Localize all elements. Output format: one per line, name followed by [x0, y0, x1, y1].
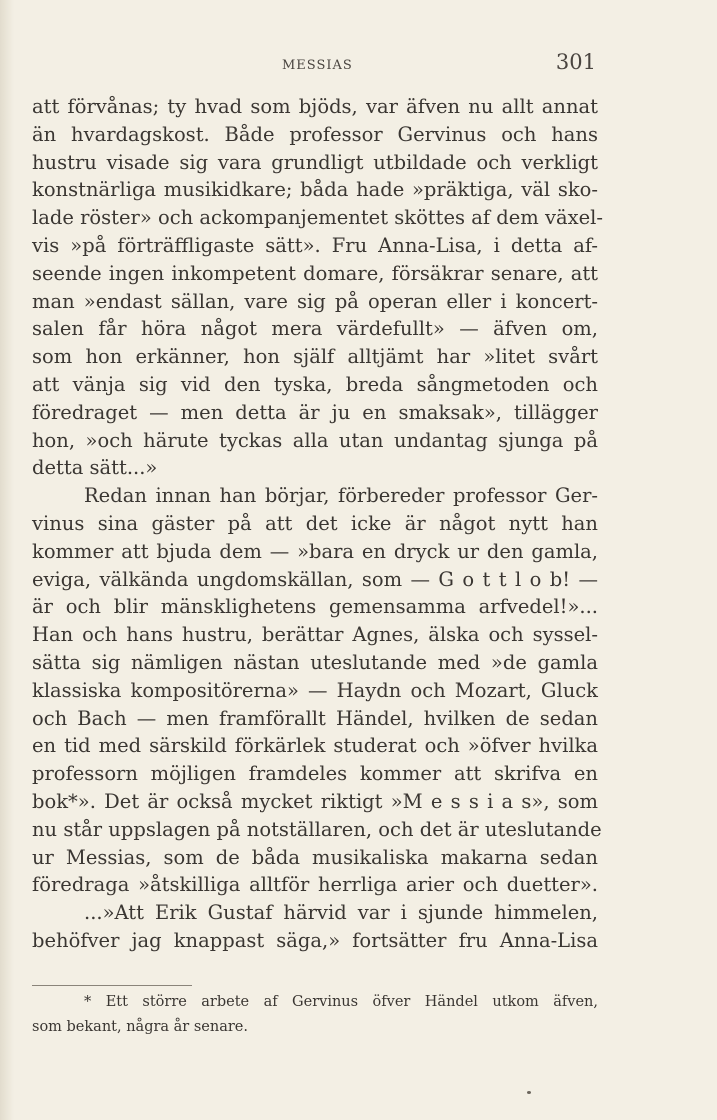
text-line: att vänja sig vid den tyska, breda sångmetoden och: [32, 372, 598, 396]
text-line: ur Messias, som de båda musikaliska makarna sedan: [32, 845, 598, 869]
text-line: föredraget — men detta är ju en smaksak», tillägger: [32, 400, 598, 424]
text-line: eviga, välkända ungdomskällan, som — G o t t l o b! —: [32, 567, 598, 591]
text-line: kommer att bjuda dem — »bara en dryck ur den gamla,: [32, 539, 598, 563]
text-line: att förvånas; ty hvad som bjöds, var äfven nu allt annat: [32, 95, 598, 118]
text-line: hon, »och härute tyckas alla utan undantag sjunga på: [32, 428, 598, 452]
running-title: MESSIAS: [282, 58, 353, 73]
page-number: 301: [555, 50, 596, 74]
page-edge: [0, 0, 14, 1120]
footnote-line: * Ett större arbete af Gervinus öfver Händel utkom äfven,: [84, 994, 598, 1010]
text-line: detta sätt...»: [32, 456, 158, 480]
text-line: sätta sig nämligen nästan uteslutande med »de gamla: [32, 650, 598, 674]
text-line: hustru visade sig vara grundligt utbildade och verkligt: [32, 150, 598, 174]
text-line: nu står uppslagen på notställaren, och det är uteslutande: [32, 817, 602, 841]
text-line: seende ingen inkompetent domare, försäkrar senare, att: [32, 261, 598, 285]
text-line: behöfver jag knappast säga,» fortsätter fru Anna-Lisa: [32, 928, 598, 952]
text-line: bok*». Det är också mycket riktigt »M e s s i a s», som: [32, 789, 598, 813]
text-line: än hvardagskost. Både professor Gervinus och hans: [32, 122, 598, 146]
body-text: [32, 93, 603, 955]
text-line: är och blir mänsklighetens gemensamma arfvedel!»...: [32, 595, 598, 619]
running-head: [0, 50, 717, 80]
text-line: klassiska kompositörerna» — Haydn och Mozart, Gluck: [32, 678, 598, 702]
footnote: [32, 990, 598, 1040]
text-line: Redan innan han börjar, förbereder professor Ger-: [84, 484, 598, 508]
text-line: salen får höra något mera värdefullt» — äfven om,: [32, 317, 598, 341]
text-line: Han och hans hustru, berättar Agnes, älska och syssel-: [32, 623, 598, 647]
text-line: konstnärliga musikidkare; båda hade »präktiga, väl sko-: [32, 178, 598, 202]
text-line: professorn möjligen framdeles kommer att skrifva en: [32, 762, 598, 786]
footnote-line: som bekant, några år senare.: [32, 1019, 248, 1035]
paper-speck: [527, 1091, 531, 1094]
text-line: en tid med särskild förkärlek studerat och »öfver hvilka: [32, 734, 598, 758]
text-line: lade röster» och ackompanjementet sköttes af dem växel-: [32, 206, 603, 230]
text-line: föredraga »åtskilliga alltför herrliga arier och duetter».: [32, 873, 598, 897]
text-line: vinus sina gäster på att det icke är något nytt han: [32, 511, 598, 535]
text-line: man »endast sällan, vare sig på operan eller i koncert-: [32, 289, 598, 313]
text-line: ...»Att Erik Gustaf härvid var i sjunde himmelen,: [84, 901, 598, 925]
footnote-rule: [32, 985, 192, 986]
text-line: och Bach — men framförallt Händel, hvilken de sedan: [32, 706, 598, 730]
text-line: som hon erkänner, hon själf alltjämt har »litet svårt: [32, 345, 598, 369]
text-line: vis »på förträffligaste sätt». Fru Anna-Lisa, i detta af-: [32, 233, 598, 257]
